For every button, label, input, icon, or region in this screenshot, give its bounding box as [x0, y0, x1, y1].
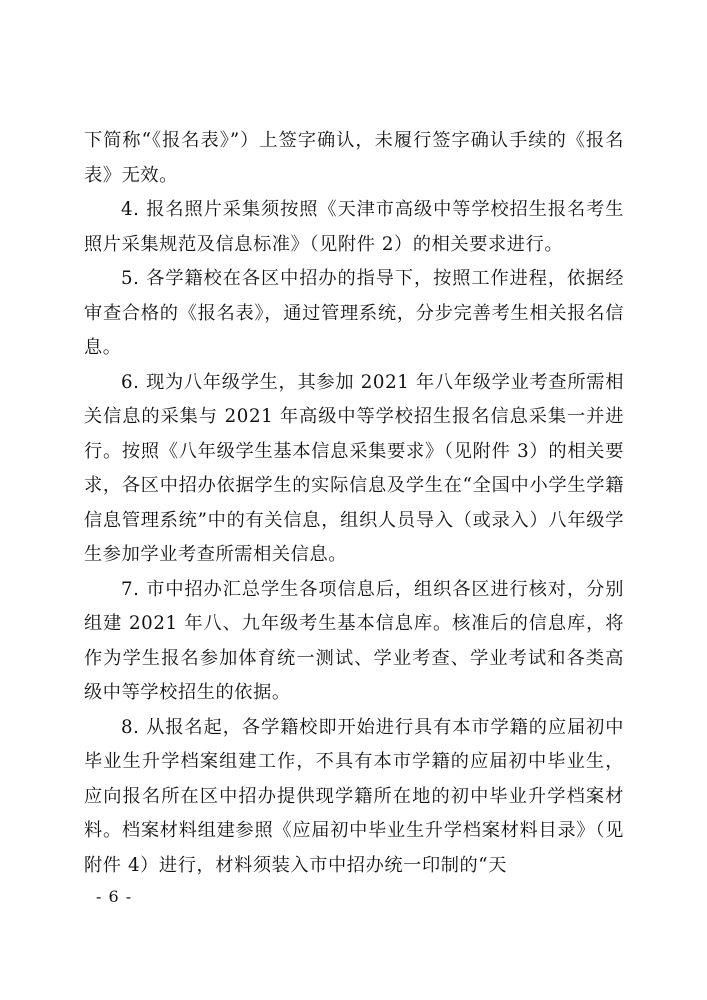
- paragraph-item-4: 4. 报名照片采集须按照《天津市高级中等学校招生报名考生照片采集规范及信息标准》（见附件 2）的相关要求进行。: [84, 199, 624, 255]
- paragraph-item-6: 6. 现为八年级学生，其参加 2021 年八年级学业考查所需相关信息的采集与 2021 年高级中等学校招生报名信息采集一并进行。按照《八年级学生基本信息采集要求》（见附件 3）的相关要求，各区中招办依据学生的实际信息及学生在“全国中小学生学籍信息管理系统”中的有关信息，组织人员导入（或录入）八年级学生参加学业考查所需相关信息。: [84, 371, 624, 565]
- body-text: [84, 124, 624, 883]
- page-number: - 6 -: [96, 887, 133, 906]
- paragraph-item-7: 7. 市中招办汇总学生各项信息后，组织各区进行核对，分别组建 2021 年八、九年级考生基本信息库。核准后的信息库，将作为学生报名参加体育统一测试、学业考查、学业考试和各类高级中等学校招生的依据。: [84, 578, 624, 703]
- paragraph-item-5: 5. 各学籍校在各区中招办的指导下，按照工作进程，依据经审查合格的《报名表》，通过管理系统，分步完善考生相关报名信息。: [84, 268, 624, 358]
- paragraph-item-8: 8. 从报名起，各学籍校即开始进行具有本市学籍的应届初中毕业生升学档案组建工作，不具有本市学籍的应届初中毕业生，应向报名所在区中招办提供现学籍所在地的初中毕业升学档案材料。档案材料组建参照《应届初中毕业生升学档案材料目录》（见附件 4）进行，材料须装入市中招办统一印制的“天: [84, 716, 624, 876]
- paragraph-continuation: 下简称“《报名表》”）上签字确认，未履行签字确认手续的《报名表》无效。: [84, 130, 624, 186]
